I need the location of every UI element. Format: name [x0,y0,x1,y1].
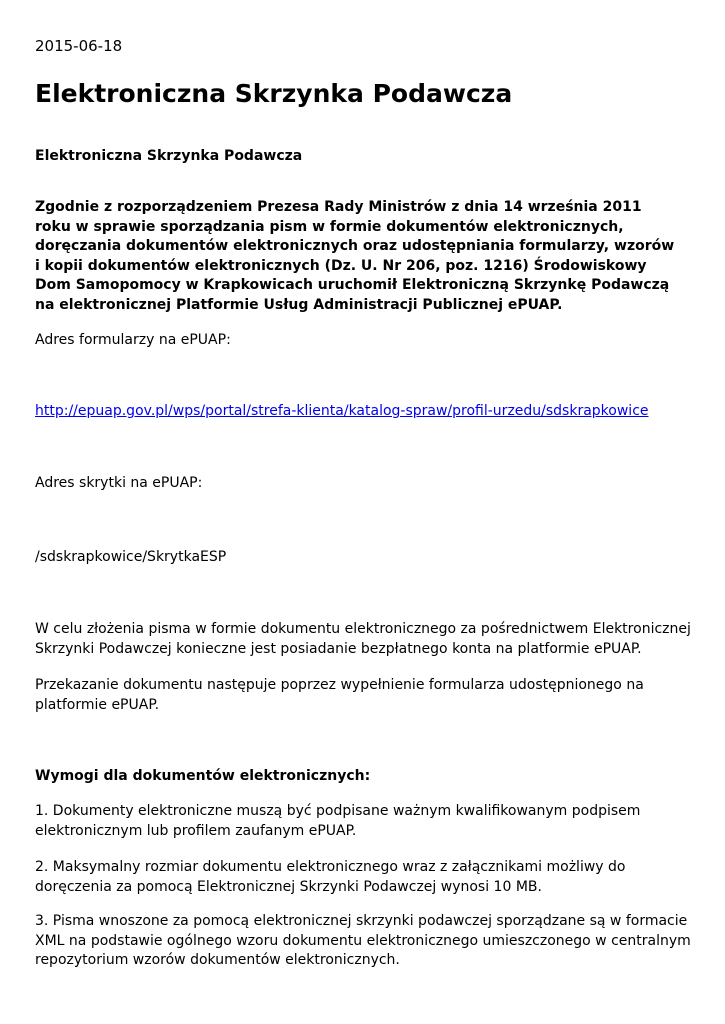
document-date: 2015-06-18 [35,37,123,55]
requirement-item: 2. Maksymalny rozmiar dokumentu elektronicznego wraz z załącznikami możliwy do doręczenia za pomocą Elektronicznej Skrzynki Podawczej wynosi 10 MB. [35,859,626,895]
epuap-forms-link[interactable]: http://epuap.gov.pl/wps/portal/strefa-klienta/katalog-spraw/profil-urzedu/sdskrapkowice [35,403,649,419]
intro-paragraph: Zgodnie z rozporządzeniem Prezesa Rady Ministrów z dnia 14 września 2011 roku w sprawie sporządzania pism w formie dokumentów elektronicznych, doręczania dokumentów elektronicznych oraz udostępniania formularzy, wzorów i kopii dokumentów elektronicznych (Dz. U. Nr 206, poz. 1216) Środowiskowy Dom Samopomocy w Krapkowicach uruchomił Elektroniczną Skrzynkę Podawczą na elektronicznej Platformie Usług Administracji Publicznej ePUAP. [35,199,675,313]
forms-address-label: Adres formularzy na ePUAP: [35,332,231,348]
page-title: Elektroniczna Skrzynka Podawcza [35,79,513,108]
transfer-paragraph: Przekazanie dokumentu następuje poprzez wypełnienie formularza udostępnionego na platformie ePUAP. [35,677,644,713]
account-paragraph: W celu złożenia pisma w formie dokumentu elektronicznego za pośrednictwem Elektronicznej Skrzynki Podawczej konieczne jest posiadanie bezpłatnego konta na platformie ePUAP. [35,621,691,657]
section-title: Elektroniczna Skrzynka Podawcza [35,148,303,164]
requirement-item: 1. Dokumenty elektroniczne muszą być podpisane ważnym kwalifikowanym podpisem elektronicznym lub profilem zaufanym ePUAP. [35,803,641,839]
box-address-label: Adres skrytki na ePUAP: [35,475,203,491]
requirements-heading: Wymogi dla dokumentów elektronicznych: [35,768,371,784]
forms-link-line [35,402,700,422]
requirement-item: 3. Pisma wnoszone za pomocą elektronicznej skrzynki podawczej sporządzane są w formacie XML na podstawie ogólnego wzoru dokumentu elektronicznego umieszczonego w centralnym repozytorium wzorów dokumentów elektronicznych. [35,913,691,968]
box-address-value: /sdskrapkowice/SkrytkaESP [35,549,227,565]
